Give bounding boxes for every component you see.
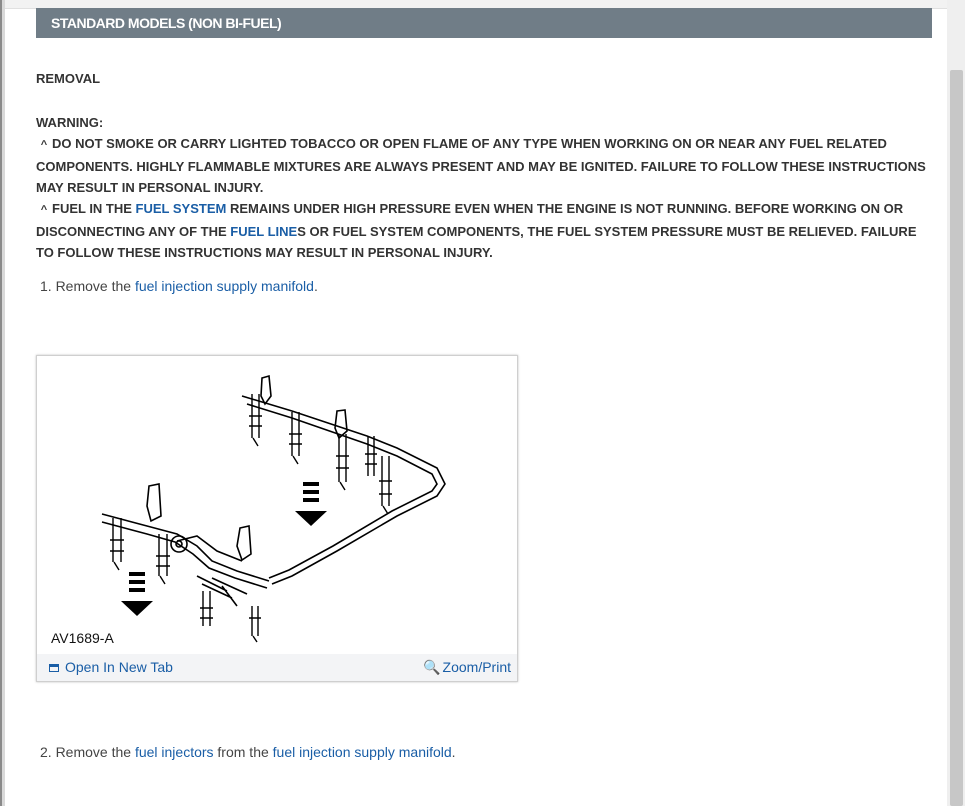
fuel-line-connectors [197,576,247,606]
step-2 [40,744,456,760]
open-tab-icon [49,664,59,672]
fuel-system-link[interactable]: FUEL SYSTEM [135,201,227,216]
manifold-rail-right [242,396,445,584]
warning-block [36,112,932,263]
section-header [36,8,932,38]
bracket-top [261,376,271,404]
fuel-injectors-link[interactable]: fuel injectors [134,744,214,760]
fuel-line-link[interactable]: FUEL LINE [230,224,298,239]
step-2-suffix: . [451,744,456,760]
fuel-injection-supply-manifold-link-2[interactable]: fuel injection supply manifold [272,744,452,760]
step-2-mid: from the [213,744,273,760]
figure-id-label: AV1689-A [51,630,114,646]
removal-heading: REMOVAL [36,71,101,86]
caret-icon: ^ [40,139,48,151]
zoom-print-label: Zoom/Print [442,659,511,675]
zoom-print-button[interactable] [423,659,511,676]
fuel-manifold-illustration[interactable] [37,356,517,654]
left-border-line [0,0,2,806]
open-in-new-tab-label: Open In New Tab [65,659,173,675]
caret-icon: ^ [40,204,48,216]
warning-item-2 [36,198,932,263]
down-arrow-icon [295,482,327,526]
bracket-center [237,526,251,560]
down-arrow-icon [121,572,153,616]
step-1-prefix: 1. Remove the [40,278,135,294]
step-1 [40,278,318,294]
warning-label: WARNING: [36,115,104,130]
bracket-mid [335,410,347,438]
step-2-prefix: 2. Remove the [40,744,135,760]
bracket-left [147,484,161,521]
step-1-suffix: . [313,278,318,294]
manifold-rail-left-inner [102,522,267,588]
warning-item-2-pre: FUEL IN THE [52,201,136,216]
manifold-rail-right-inner [247,404,437,578]
figure-footer [37,654,517,681]
zoom-in-icon: 🔍 [423,659,441,675]
warning-item-1 [36,133,932,198]
injector-group [110,394,392,642]
open-in-new-tab-button[interactable] [49,659,173,675]
scrollbar-track[interactable] [947,0,965,806]
warning-item-2-mid: REMAINS UNDER HIGH PRESSURE EVEN WHEN THE ENGINE IS NOT RUNNING. BEFORE WORKING ON OR DISCONNECTING ANY OF THE [36,201,904,239]
scrollbar-thumb[interactable] [950,70,963,806]
warning-item-1-text: DO NOT SMOKE OR CARRY LIGHTED TOBACCO OR OPEN FLAME OF ANY TYPE WHEN WORKING ON OR NEAR ANY FUEL RELATED COMPONENTS. HIGHLY FLAMMABLE MIXTURES ARE ALWAYS PRESENT AND MAY BE IGNITED. FAILURE TO FOLLOW THESE INSTRUCTIONS MAY RESULT IN PERSONAL INJURY. [36,136,926,195]
figure-panel [36,355,518,682]
warning-item-2-post: S OR FUEL SYSTEM COMPONENTS, THE FUEL SYSTEM PRESSURE MUST BE RELIEVED. FAILURE TO FOLLOW THESE INSTRUCTIONS MAY RESULT IN PERSONAL INJURY. [36,224,917,260]
section-header-title: STANDARD MODELS (NON BI-FUEL) [51,15,282,31]
fuel-injection-supply-manifold-link[interactable]: fuel injection supply manifold [134,278,314,294]
